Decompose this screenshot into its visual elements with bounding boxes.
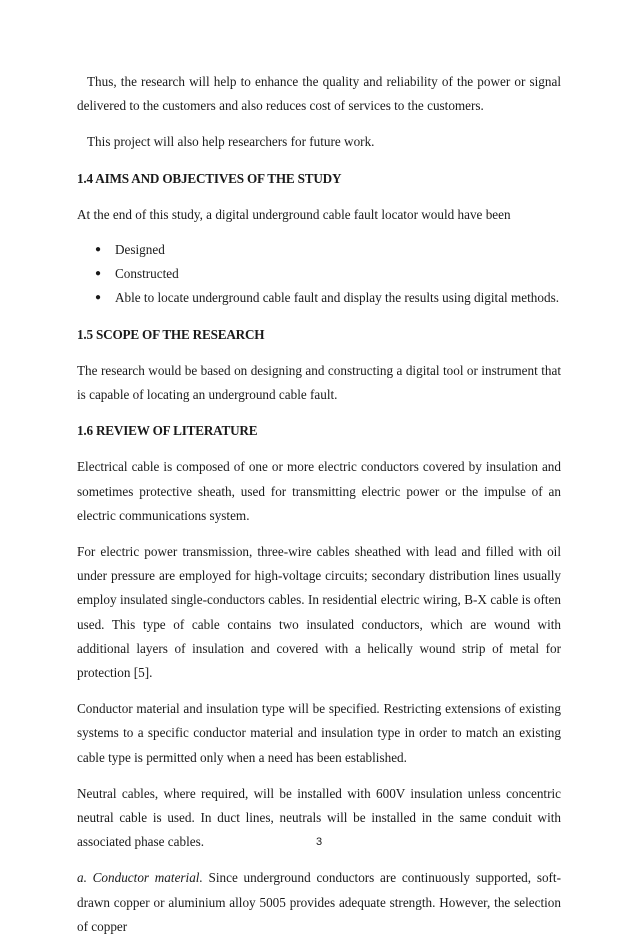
bullet-icon: ● <box>95 244 102 256</box>
heading-aims-objectives: 1.4 AIMS AND OBJECTIVES OF THE STUDY <box>77 170 342 186</box>
list-item <box>77 286 561 310</box>
aims-intro-paragraph: At the end of this study, a digital underground cable fault locator would have been <box>77 206 511 222</box>
literature-paragraph-3: Conductor material and insulation type will be specified. Restricting extensions of existing systems to a specific conductor material and insulation type in order to match an existing cable type is permitted only when a need has been established. <box>77 701 561 765</box>
conductor-material-label: a. Conductor material. <box>77 870 203 886</box>
conductor-material-text: Since underground conductors are continuously supported, soft-drawn copper or aluminium alloy 5005 provides adequate strength. However, the selection of copper <box>77 870 561 934</box>
intro-paragraph-2: This project will also help researchers for future work. <box>87 134 375 150</box>
intro-paragraph-1: Thus, the research will help to enhance the quality and reliability of the power or signal delivered to the customers and also reduces cost of services to the customers. <box>77 74 561 114</box>
bullet-icon: ● <box>95 292 102 304</box>
literature-paragraph-1: Electrical cable is composed of one or more electric conductors covered by insulation and sometimes protective sheath, used for transmitting electric power or the impulse of an electric communications system. <box>77 459 561 523</box>
scope-paragraph: The research would be based on designing and constructing a digital tool or instrument that is capable of locating an underground cable fault. <box>77 362 561 403</box>
literature-paragraph-2: For electric power transmission, three-wire cables sheathed with lead and filled with oil under pressure are employed for high-voltage circuits; secondary distribution lines usually employ insulated single-conductors cables. In residential electric wiring, B-X cable is often used. This type of cable contains two insulated conductors, which are wound with additional layers of insulation and covered with a helically wound strip of metal for protection [5]. <box>77 544 561 681</box>
heading-scope: 1.5 SCOPE OF THE RESEARCH <box>77 326 265 342</box>
list-item-text: Designed <box>115 242 165 258</box>
bullet-icon: ● <box>95 268 102 280</box>
aims-bullet-list <box>77 238 561 311</box>
list-item <box>77 262 561 286</box>
list-item-text: Constructed <box>115 266 179 282</box>
page-content <box>77 70 561 951</box>
heading-review-literature: 1.6 REVIEW OF LITERATURE <box>77 423 258 439</box>
literature-paragraph-4: Neutral cables, where required, will be installed with 600V insulation unless concentric neutral cable is used. In duct lines, neutrals will be installed in the same conduit with associated phase cables. <box>77 785 561 850</box>
page-number: 3 <box>315 836 323 848</box>
list-item <box>77 238 561 262</box>
list-item-text: Able to locate underground cable fault and display the results using digital methods. <box>115 290 560 306</box>
